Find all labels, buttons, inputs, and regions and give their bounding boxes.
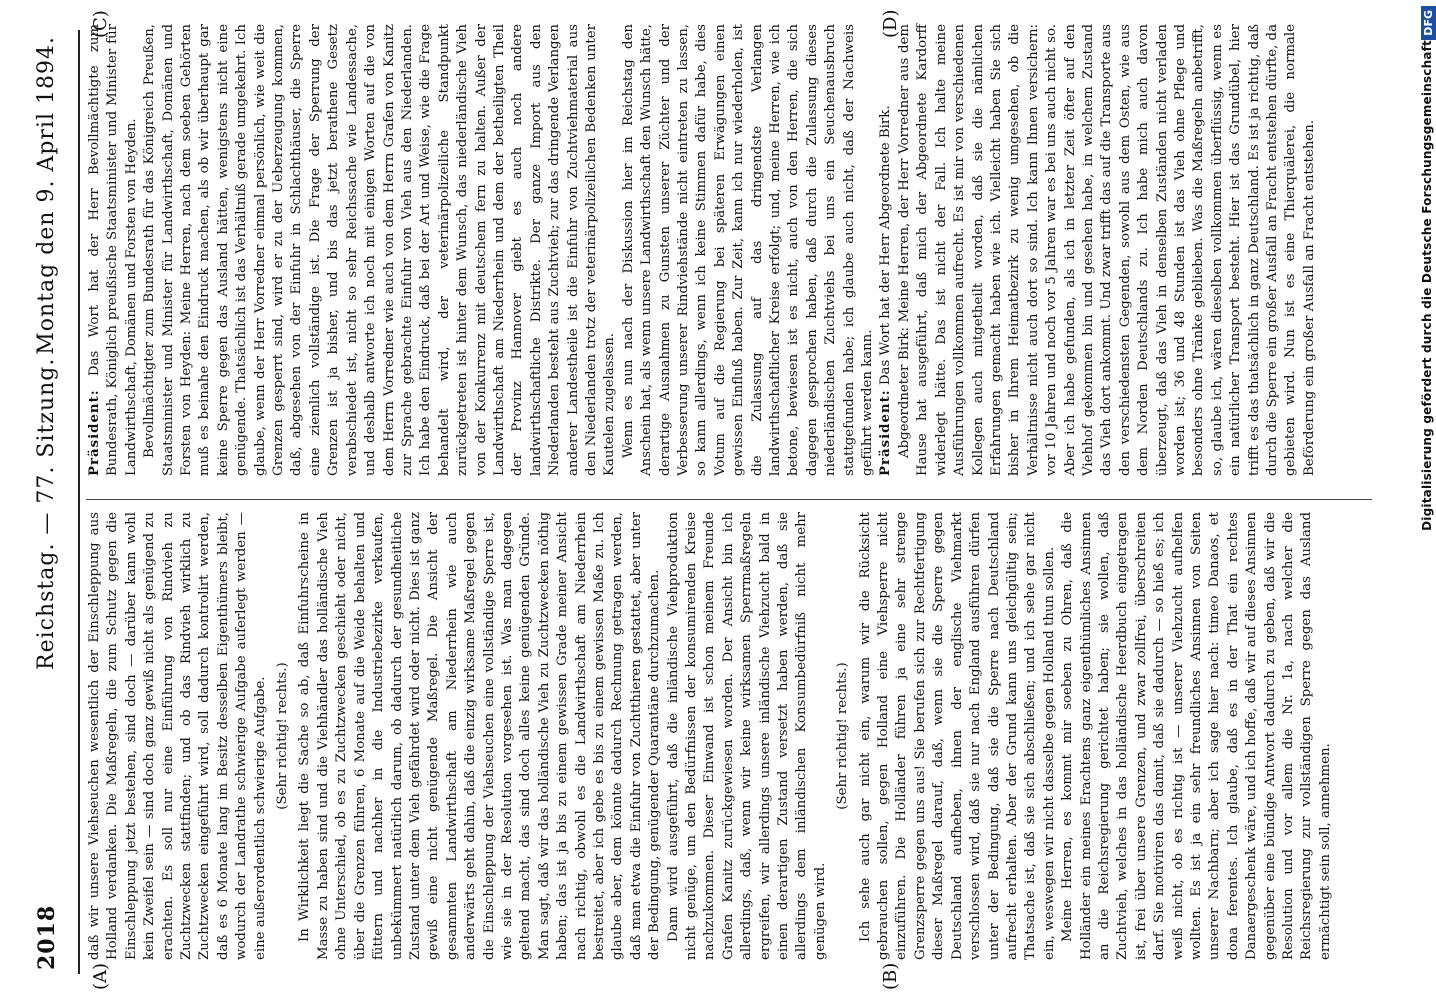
right-paragraph [877,24,895,476]
speech-text: Wenn es nun nach der Diskussion hier im Reichstag den Anschein hat, als wenn unsere Landwirthschaft den Wunsch hätte, derartige Ausnahmen zu Gunsten unserer Züchter und der Verbesserung unserer Rindviehstände nicht eintreten zu lassen, so kann allerdings, wenn ich keine Stimmen dafür habe, dies Votum auf die Regierung bei späteren Erwägungen einen gewissen Einfluß haben. Zur Zeit, kann ich nur wiederholen, ist die Zulassung auf das dringendste Verlangen landwirthschaftlicher Kreise erfolgt; und, meine Herren, wie ich betone, bewiesen ist es nicht, auch von den Herren, die sich dagegen gesprochen haben, daß durch die Zulassung dieses niederländischen Zuchtviehs bei uns ein Seuchenausbruch stattgefunden habe; ich glaube auch nicht, daß der Nachweis geführt werden kann. [620,24,876,476]
left-paragraph: Ich sehe auch gar nicht ein, warum wir die Rücksicht gebrauchen sollen, gegen Holland eine Viehsperre nicht einzuführen. Die Holländer führen ja eine sehr strenge Grenzsperre gegen uns aus! Sie berufen sich zur Rechtfertigung dieser Maßregel darauf, daß, wenn sie die Sperre gegen Deutschland aufheben, ihnen der englische Viehmarkt verschlossen wird, daß sie nur nach England ausführen dürfen unter der Bedingung, daß sie die Sperre nach Deutschland aufrecht erhalten. Aber der Grund kann uns gleichgültig sein; Thatsache ist, daß sie sich abschließen; und ich sehe gar nicht ein, weswegen wir nicht dasselbe gegen Holland thun sollen. [857,512,1057,960]
margin-marker-a: (A) [90,962,111,990]
header-rule [78,30,80,974]
speech-text: Abgeordneter Birk: Meine Herren, der Herr Vorredner aus dem Hause hat ausgeführt, daß mich der Abgeordnete Kardorff widerlegt hätte. Das ist nicht der Fall. Ich halte meine Ausführungen vollkommen aufrecht. Es ist mir von verschiedenen Kollegen auch mitgetheilt worden, daß sie die nämlichen Erfahrungen gemacht haben wie ich. Vielleicht haben Sie sich bisher in Ihrem Heimatbezirk zu wenig umgesehen, ob die Verhältnisse nicht auch dort so sind. Ich kann Ihnen versichern: vor 10 Jahren und noch vor 5 Jahren war es bei uns auch nicht so. Aber ich habe gefunden, als ich in letzter Zeit öfter auf den Viehhof gekommen bin und gesehen habe, in welchem Zustand das Vieh dort ankommt. Und zwar trifft das auf die Transporte aus den verschiedensten Gegenden, sowohl aus dem Osten, wie aus dem Norden Deutschlands zu. Ich habe mich auch davon überzeugt, daß das Vieh in denselben Zuständen nicht verladen worden ist; 36 und 48 Stunden ist das Vieh ohne Pflege und besonders ohne Tränke geblieben. Was die Maßregeln anbetrifft, so, glaube ich, wären dieselben vollkommen überflüssig, wenn es ein natürlicher Transport besteht. Hier ist das Grundübel, hier trifft es das thatsächlich in ganz Deutschland. Es ist ja richtig, daß durch die Sperre ein großer Ausfall an Fracht entstehen dürfte, da gebieten wird. Nun ist es eine Thierquälerei, die normale Beförderung ein großer Ausfall an Fracht entstehen. [896,24,1317,476]
speaker-label: Präsident: [87,389,102,476]
left-paragraph: (Sehr richtig! rechts.) [835,662,851,810]
left-paragraph: In Wirklichkeit liegt die Sache so ab, daß Einfuhrscheine in Masse zu haben sind und die Viehhändler das holländische Vieh ohne Unterschied, ob es zu Zuchtzwecken geschieht oder nicht, über die Grenzen führen, 6 Monate auf die Weide behalten und füttern und nachher in die Industriebezirke verkaufen, unbekümmert natürlich darum, ob dadurch der gesundheitliche Zustand unter dem Vieh gefährdet wird oder nicht. Dies ist ganz gewiß eine nicht genügende Maßregel. Die Ansicht der gesammten Landwirthschaft am Niederrhein wie auch anderwärts geht dahin, daß die einzig wirksame Maßregel gegen die Einschleppung der Viehseuchen eine vollständige Sperre ist, wie sie in der Resolution vorgesehen ist. Was man dagegen geltend macht, das sind doch alles keine genügenden Gründe. Man sagt, daß wir das holländische Vieh zu Zuchtzwecken nöthig haben; das ist ja bis zu einem gewissen Grade meiner Ansicht nach richtig, obwohl es die Landwirthschaft am Niederrhein bestreitet, aber ich gebe es bis zu einem gewissen Maße zu. Ich glaube aber, dem könnte dadurch Rechnung getragen werden, daß man etwa die Einfuhr von Zuchtthieren gestattet, aber unter der Bedingung, genügender Quarantäne durchzumachen. [297,512,663,960]
speech-text: Bevollmächtigter zum Bundesrath für das Königreich Preußen, Staatsminister und Minister für Landwirthschaft, Domänen und Forsten von Heyden: Meine Herren, nach dem soeben Gehörten muß es beinahe den Eindruck machen, als ob wir überhaupt gar keine Sperre gegen das Ausland hätten, wenigstens nicht eine genügende. Thatsächlich ist das Verhältniß gerade umgekehrt. Ich glaube, wenn der Herr Vorredner einmal persönlich, wie weit die Grenzen gesperrt sind, wird er zu der Ueberzeugung kommen, daß, abgesehen von der Einfuhr in Schlachthäuser, die Sperre eine ziemlich vollständige ist. Die Frage der Sperrung der Grenzen ist ja bisher, und bis das jetzt berathene Gesetz verabschiedet ist, nicht so sehr Reichssache wie Landessache, und deshalb antworte ich noch mit einigen Worten auf die von dem Herrn Vorredner wie auch von dem Herrn Grafen von Kanitz zur Sprache gebrachte Einfuhr von Vieh aus den Niederlanden. Ich habe den Eindruck, daß bei der Art und Weise, wie die Frage behandelt wird, der veterinärpolizeiliche Standpunkt zurückgetreten ist hinter dem Wunsch, das niederländische Vieh von der Konkurrenz mit deutschem fern zu halten. Außer der Landwirthschaft am Niederrhein und dem der betheiligten Theil der Provinz Hannover giebt es auch noch andere landwirthschaftliche Distrikte. Der ganze Import aus den Niederlanden besteht aus Zuchtvieh; zur das dringende Verlangen anderer Landestheile ist die Einfuhr von Zuchtviehmaterial aus den Niederlanden trotz der veterinärpolizeilichen Bedenken unter Kautelen zugelassen. [142,24,618,476]
page-header [34,36,74,970]
digitization-note: Digitalisierung gefördert durch die Deutsche Forschungsgemeinschaft [1420,40,1434,531]
right-paragraph [141,24,620,476]
margin-marker-d: (D) [880,9,901,38]
dfg-logo: DFG [1421,6,1436,40]
left-column [86,512,1335,960]
right-column [86,24,1319,476]
speech-text: Das Wort hat der Herr Bevollmächtigte zum Bundesrath, Königlich preußische Staatsminister und Minister für Landwirthschaft, Domänen und Forsten von Heyden. [87,24,139,476]
left-paragraph: daß wir unsere Viehseuchen wesentlich der Einschleppung aus Holland verdanken. Die Maßregeln, die zum Schutz gegen die Einschleppung jetzt bestehen, sind doch — darüber kann wohl kein Zweifel sein — sind doch ganz gewiß nicht als genügend zu erachten. Es soll nur eine Einführung von Rindvieh zu Zuchtzwecken stattfinden; und ob das Rindvieh wirklich zu Zuchtzwecken eingeführt wird, soll dadurch kontrolirt werden, daß es 6 Monate lang im Besitz desselben Eigenthümers bleibt, wodurch der Landrathe schwierige Aufgabe auferlegt werden — eine außerordentlich schwierige Aufgabe. [87,512,268,960]
footer-strip [1418,0,1435,1000]
session-title: Reichstag. — 77. Sitzung. [34,357,59,670]
left-paragraph: Dann wird ausgeführt, daß die inländische Viehproduktion nicht genüge, um den Bedürfnissen der konsumirenden Kreise nachzukommen. Dieser Einwand ist schon meinem Freunde Grafen Kanitz zurückgewiesen worden. Der Ansicht bin ich allerdings, daß, wenn wir keine wirksamen Sperrmaßregeln ergreifen, wir allerdings unsere inländische Viehzucht bald in einen derartigen Zustand versetzt haben werden, daß sie allerdings dem inländischen Konsumbedürfniß nicht mehr genügen wird. [665,512,828,960]
margin-marker-b: (B) [880,962,901,990]
left-paragraph: (Sehr richtig! rechts.) [275,662,291,810]
right-paragraph [896,24,1319,476]
margin-marker-c: (C) [90,10,111,38]
page-number: 2018 [34,904,60,970]
right-paragraph [86,24,141,476]
right-paragraph [620,24,878,476]
speaker-label: Präsident: [878,389,894,476]
session-date: Montag den 9. April 1894. [34,36,59,355]
left-paragraph: Meine Herren, es kommt mir soeben zu Ohren, daß die Holländer ein meines Erachtens ganz eigenthümliches Ansinnen an die Reichsregierung gerichtet haben; sie wollen, daß Zuchtvieh, welches in das holländische Heerdbuch eingetragen ist, frei über unsere Grenzen, und zwar zollfrei, überschreiten darf. Sie motiviren das damit, daß sie dadurch — so hieß es; ich weiß nicht, ob es richtig ist — unserer Viehzucht aufhelfen wollten. Es ist ja ein sehr freundliches Ansinnen von Seiten unserer Nachbarn; aber ich sage hier nach: timeo Danaos, et dona ferentes. Ich glaube, daß es in der That ein rechtes Danaergeschenk wäre, und ich hoffe, daß wir auf dieses Ansinnen gegenüber eine bündige Antwort dadurch zu geben, daß wir die Resolution und vor allem die Nr. 1a, nach welcher die Reichsregierung zur vollständigen Sperre gegen das Ausland ermächtigt sein soll, annehmen. [1060,512,1333,960]
column-separator [86,499,1372,500]
speech-text: Das Wort hat der Herr Abgeordnete Birk. [878,105,894,386]
